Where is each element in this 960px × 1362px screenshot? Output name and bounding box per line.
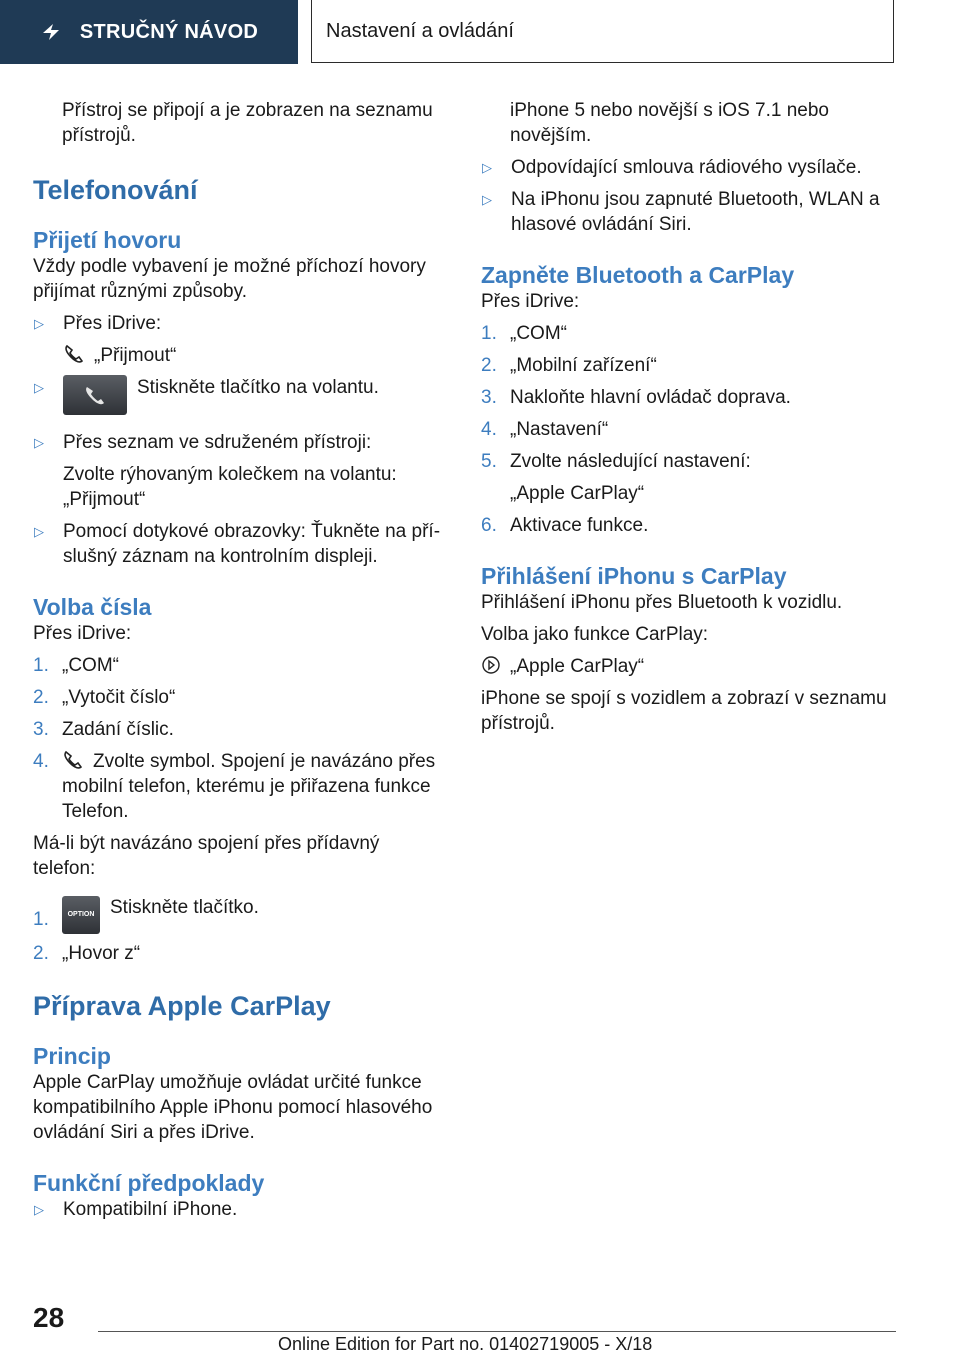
prijeti-text: Vždy podle vybavení je možné příchozí hovory přijímat různými způsoby.	[33, 256, 426, 302]
volba-funkce-text: Volba jako funkce CarPlay:	[481, 624, 709, 645]
heading-volba-cisla: Volba čísla	[33, 594, 152, 620]
step-text: Stiskněte tlačítko.	[110, 897, 259, 918]
phone-icon	[63, 344, 85, 364]
step-text: Aktivace funkce.	[510, 515, 649, 536]
section-title-text: Nastavení a ovládání	[326, 19, 514, 42]
list-item	[33, 519, 445, 569]
step-text: „Vytočit číslo“	[62, 687, 176, 708]
list-item: 2. „Mobilní zařízení“	[481, 353, 901, 378]
item-text: Odpovídající smlouva rádiového vysílače.	[511, 157, 862, 178]
list-item	[33, 430, 445, 512]
heading-funkcni-predpoklady: Funkční předpoklady	[33, 1170, 265, 1196]
list-item	[481, 187, 901, 237]
step-text: Zvolte následující nastavení:	[510, 451, 751, 472]
list-item: 6. Aktivace funkce.	[481, 513, 901, 538]
item-text: Stiskněte tlačítko na volantu.	[137, 377, 379, 398]
list-item: 2. „Hovor z“	[33, 941, 445, 966]
intro-text: Přístroj se připojí a je zobrazen na seznamu přístrojů.	[62, 100, 433, 146]
bullet-icon: ▷	[34, 435, 44, 450]
list-item: 1. „COM“	[481, 321, 901, 346]
heading-prihlaseni-iphonu: Přihlášení iPhonu s CarPlay	[481, 563, 787, 589]
steering-phone-button-image	[63, 375, 127, 415]
bullet-icon: ▷	[482, 160, 492, 175]
bullet-icon: ▷	[34, 380, 44, 395]
bullet-icon: ▷	[482, 192, 492, 207]
list-item: 1. „COM“	[33, 653, 445, 678]
item-text: Pomocí dotykové obrazovky: Ťukněte na příslušný záznam na kontrolním displeji.	[63, 521, 441, 567]
list-item: 3. Nakloňte hlavní ovládač doprava.	[481, 385, 901, 410]
prihlaseni-text: Přihlášení iPhonu přes Bluetooth k vozidlu.	[481, 592, 843, 613]
list-item: 4. „Nastavení“	[481, 417, 901, 442]
bullet-icon: ▷	[34, 1202, 44, 1217]
step-text: „Nastavení“	[510, 419, 609, 440]
heading-princip: Princip	[33, 1043, 111, 1069]
play-icon	[481, 655, 501, 675]
step-text: „Mobilní zařízení“	[510, 355, 657, 376]
header-section-title	[311, 0, 894, 63]
heading-priprava-carplay: Příprava Apple CarPlay	[33, 991, 331, 1021]
bullet-icon: ▷	[34, 316, 44, 331]
header-tab	[0, 0, 298, 64]
bullet-icon: ▷	[34, 524, 44, 539]
step-text: „COM“	[510, 323, 567, 344]
item-text: Přes seznam ve sdruženém přístroji:	[63, 432, 372, 453]
pridavny-text: Má-li být navázáno spojení přes přídavný telefon:	[33, 833, 380, 879]
list-item: 4. Zvolte symbol. Spojení je navázáno přes mobilní telefon, kterému je přiřazena funkce Telefon.	[33, 751, 436, 822]
step-text: Zadání číslic.	[62, 719, 174, 740]
heading-prijeti-hovoru: Přijetí hovoru	[33, 227, 182, 253]
left-column	[33, 98, 445, 1229]
list-item	[481, 155, 901, 180]
flash-icon	[40, 21, 62, 43]
list-item: 1. OPTION Stiskněte tlačítko.	[33, 895, 445, 934]
item-sub	[63, 343, 445, 368]
item-sub-text: „Přijmout“	[94, 345, 177, 366]
item-text: Přes iDrive:	[63, 313, 162, 334]
carplay-item-text: „Apple CarPlay“	[510, 656, 645, 677]
heading-telefonovani: Telefonování	[33, 175, 198, 205]
footer-divider	[98, 1331, 896, 1332]
item-text: Kompatibilní iPhone.	[63, 1199, 238, 1220]
list-item	[33, 1197, 445, 1222]
step-sub-text: „Apple CarPlay“	[510, 483, 645, 504]
list-item	[33, 375, 445, 415]
final-text: iPhone se spojí s vozidlem a zobrazí v seznamu přístrojů.	[481, 688, 887, 734]
phone-icon	[62, 750, 84, 770]
step-text: „COM“	[62, 655, 119, 676]
phone-icon	[83, 384, 107, 406]
volba-intro: Přes iDrive:	[33, 623, 132, 644]
zapnete-intro: Přes iDrive:	[481, 291, 580, 312]
step-text: Zvolte symbol. Spojení je navázáno přes mobilní telefon, kterému je přiřazena funkce Telefon.	[62, 751, 436, 822]
carplay-item	[481, 654, 901, 679]
footer-edition: Online Edition for Part no. 01402719005 - X/18	[278, 1334, 653, 1354]
step-text: „Hovor z“	[62, 943, 141, 964]
list-item: 2. „Vytočit číslo“	[33, 685, 445, 710]
step-text: Nakloňte hlavní ovládač doprava.	[510, 387, 791, 408]
option-button-image: OPTION	[62, 896, 100, 934]
right-column	[481, 98, 901, 743]
page-number: 28	[33, 1302, 65, 1333]
item-sub-text: Zvolte rýhovaným kolečkem na volantu: „Přijmout“	[63, 464, 397, 510]
princip-text: Apple CarPlay umožňuje ovládat určité funkce kompatibilního Apple iPhonu pomocí hlasového ovládání Siri a přes iDrive.	[33, 1072, 433, 1143]
list-item: 5. Zvolte následující nastavení: „Apple CarPlay“	[481, 449, 901, 506]
item-text: Na iPhonu jsou zapnuté Bluetooth, WLAN a hlasové ovládání Siri.	[511, 189, 880, 235]
list-item	[33, 311, 445, 368]
heading-zapnete-bluetooth: Zapněte Bluetooth a CarPlay	[481, 262, 795, 288]
header-tab-label: STRUČNÝ NÁVOD	[79, 20, 259, 43]
list-item: 3. Zadání číslic.	[33, 717, 445, 742]
continued-text: iPhone 5 nebo novější s iOS 7.1 nebo novějším.	[510, 100, 830, 146]
